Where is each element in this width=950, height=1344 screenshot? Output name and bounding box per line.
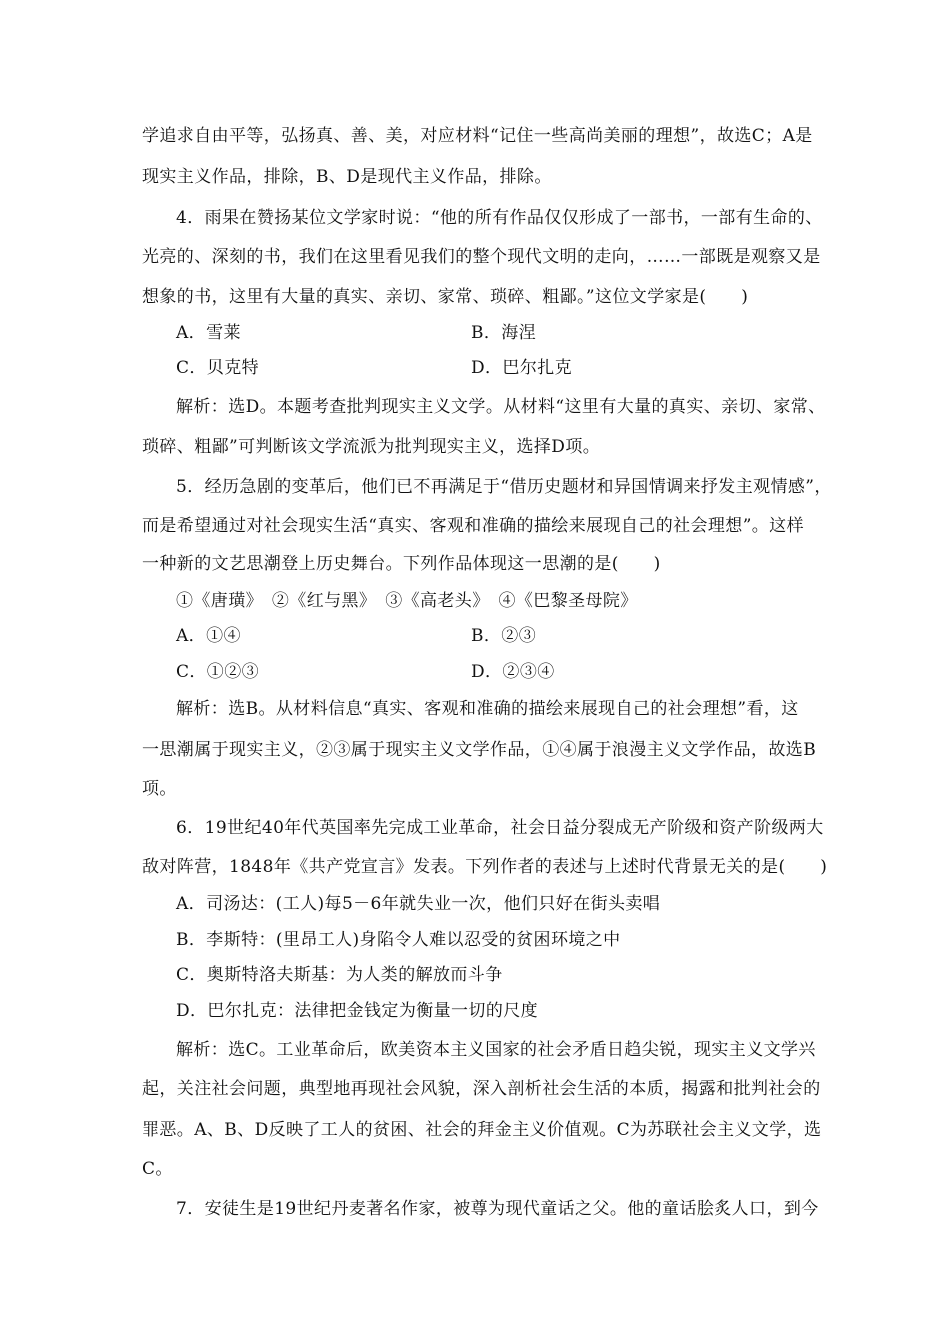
option-d: D．巴尔扎克：法律把金钱定为衡量一切的尺度 xyxy=(176,1001,539,1021)
question-7-stem: 7．安徒生是19世纪丹麦著名作家，被尊为现代童话之父。他的童话脍炙人口，到今 xyxy=(176,1199,819,1219)
option-c: C．贝克特 xyxy=(176,358,260,378)
text-line: 罪恶。A、B、D反映了工人的贫困、社会的拜金主义价值观。C为苏联社会主义文学，选 xyxy=(142,1120,822,1140)
text-line: 而是希望通过对社会现实生活“真实、客观和准确的描绘来展现自己的社会理想”。这样 xyxy=(142,516,804,536)
text-line: 项。 xyxy=(142,779,177,799)
text-line: 现实主义作品，排除，B、D是现代主义作品，排除。 xyxy=(142,167,552,187)
question-6-stem: 6．19世纪40年代英国率先完成工业革命，社会日益分裂成无产阶级和资产阶级两大 xyxy=(176,818,824,838)
text-line: 一思潮属于现实主义，②③属于现实主义文学作品，①④属于浪漫主义文学作品，故选B xyxy=(142,740,817,760)
text-line: 琐碎、粗鄙”可判断该文学流派为批判现实主义，选择D项。 xyxy=(142,437,601,457)
text-line: 起，关注社会问题，典型地再现社会风貌，深入剖析社会生活的本质，揭露和批判社会的 xyxy=(142,1079,821,1099)
option-b: B．海涅 xyxy=(471,323,537,343)
analysis-5: 解析：选B。从材料信息“真实、客观和准确的描绘来展现自己的社会理想”看，这 xyxy=(176,699,799,719)
option-a: A．雪莱 xyxy=(176,323,241,343)
text-line: 光亮的、深刻的书，我们在这里看见我们的整个现代文明的走向，……一部既是观察又是 xyxy=(142,247,821,267)
option-d: D．巴尔扎克 xyxy=(471,358,573,378)
option-c: C．奥斯特洛夫斯基：为人类的解放而斗争 xyxy=(176,965,503,985)
analysis-6: 解析：选C。工业革命后，欧美资本主义国家的社会矛盾日趋尖锐，现实主义文学兴 xyxy=(176,1040,816,1060)
text-line: 敌对阵营，1848年《共产党宣言》发表。下列作者的表述与上述时代背景无关的是( ) xyxy=(142,857,828,877)
option-b: B．李斯特：(里昂工人)身陷令人难以忍受的贫困环境之中 xyxy=(176,930,621,950)
text-line: C。 xyxy=(142,1159,173,1179)
option-a: A．①④ xyxy=(176,626,241,646)
text-line: 学追求自由平等，弘扬真、善、美，对应材料“记住一些高尚美丽的理想”，故选C；A是 xyxy=(142,126,813,146)
question-4-stem: 4．雨果在赞扬某位文学家时说：“他的所有作品仅仅形成了一部书，一部有生命的、 xyxy=(176,208,823,228)
option-b: B．②③ xyxy=(471,626,537,646)
option-a: A．司汤达：(工人)每5－6年就失业一次，他们只好在街头卖唱 xyxy=(176,894,661,914)
works-list: ①《唐璜》 ②《红与黑》 ③《高老头》 ④《巴黎圣母院》 xyxy=(176,591,638,611)
option-c: C．①②③ xyxy=(176,662,260,682)
text-line: 一种新的文艺思潮登上历史舞台。下列作品体现这一思潮的是( ) xyxy=(142,554,661,574)
text-line: 想象的书，这里有大量的真实、亲切、家常、琐碎、粗鄙。”这位文学家是( ) xyxy=(142,287,749,307)
analysis-4: 解析：选D。本题考查批判现实主义文学。从材料“这里有大量的真实、亲切、家常、 xyxy=(176,397,826,417)
question-5-stem: 5．经历急剧的变革后，他们已不再满足于“借历史题材和异国情调来抒发主观情感”， xyxy=(176,477,832,497)
option-d: D．②③④ xyxy=(471,662,555,682)
